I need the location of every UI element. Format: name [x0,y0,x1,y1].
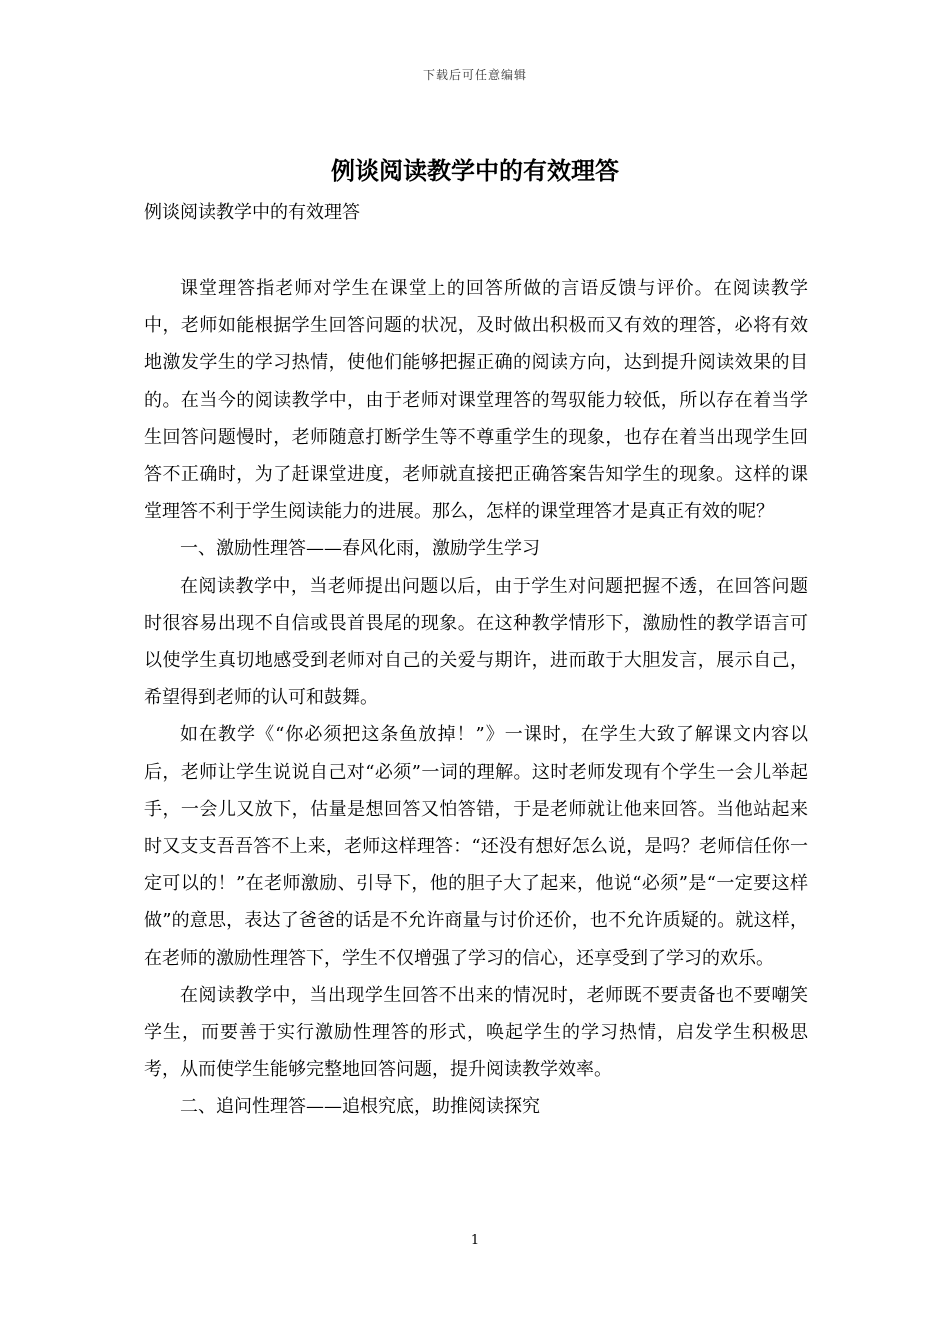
section-heading-1: 一、激励性理答——春风化雨，激励学生学习 [180,538,540,560]
section-heading-2: 二、追问性理答——追根究底，助推阅读探究 [180,1096,540,1118]
document-body [144,270,808,1126]
document-subtitle: 例谈阅读教学中的有效理答 [144,202,360,223]
document-title: 例谈阅读教学中的有效理答 [331,156,619,185]
header-note: 下载后可任意编辑 [422,68,527,82]
page-number: 1 [470,1233,480,1248]
paragraph: 在阅读教学中，当老师提出问题以后，由于学生对问题把握不透，在回答问题时很容易出现不自信或畏首畏尾的现象。在这种教学情形下，激励性的教学语言可以使学生真切地感受到老师对自己的关爱与期许，进而敢于大胆发言，展示自己，希望得到老师的认可和鼓舞。 [144,575,808,709]
paragraph: 在阅读教学中，当出现学生回答不出来的情况时，老师既不要责备也不要嘲笑学生，而要善于实行激励性理答的形式，唤起学生的学习热情，启发学生积极思考，从而使学生能够完整地回答问题，提升阅读教学效率。 [144,984,808,1081]
paragraph-intro: 课堂理答指老师对学生在课堂上的回答所做的言语反馈与评价。在阅读教学中，老师如能根据学生回答问题的状况，及时做出积极而又有效的理答，必将有效地激发学生的学习热情，使他们能够把握正确的阅读方向，达到提升阅读效果的目的。在当今的阅读教学中，由于老师对课堂理答的驾驭能力较低，所以存在着当学生回答问题慢时，老师随意打断学生等不尊重学生的现象，也存在着当出现学生回答不正确时，为了赶课堂进度，老师就直接把正确答案告知学生的现象。这样的课堂理答不利于学生阅读能力的进展。那么，怎样的课堂理答才是真正有效的呢？ [144,278,808,523]
paragraph: 如在教学《“你必须把这条鱼放掉！”》一课时，在学生大致了解课文内容以后，老师让学生说说自己对“必须”一词的理解。这时老师发现有个学生一会儿举起手，一会儿又放下，估量是想回答又怕答错，于是老师就让他来回答。当他站起来时又支支吾吾答不上来，老师这样理答：“还没有想好怎么说，是吗？老师信任你一定可以的！”在老师激励、引导下，他的胆子大了起来，他说“必须”是“一定要这样做”的意思，表达了爸爸的话是不允许商量与讨价还价，也不允许质疑的。就这样，在老师的激励性理答下，学生不仅增强了学习的信心，还享受到了学习的欢乐。 [144,724,808,969]
